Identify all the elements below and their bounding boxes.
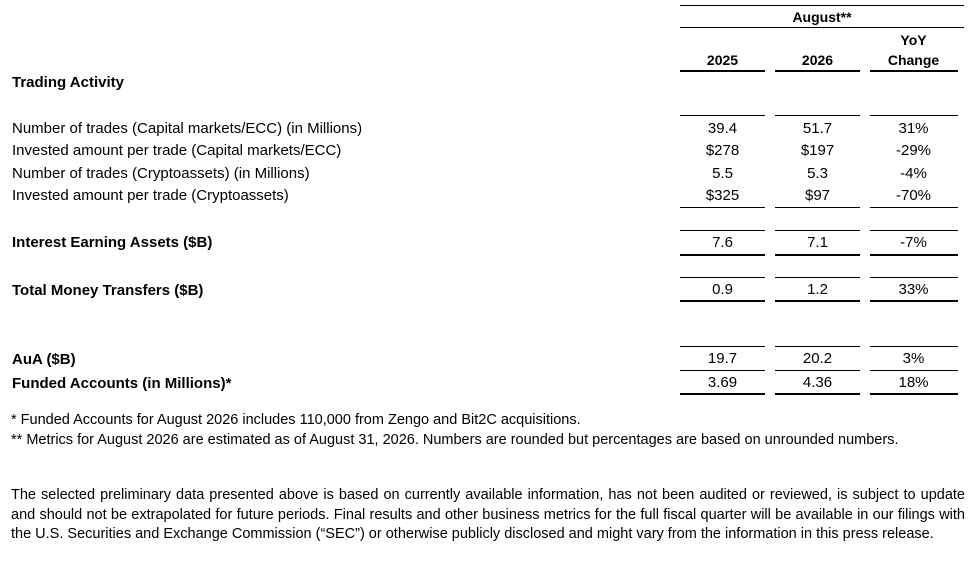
- transfers-bottom-rule-yoy: [870, 300, 958, 302]
- cell-funded-accounts-2026: 4.36: [802, 374, 833, 391]
- cell-trades-capital-markets-2025: 39.4: [707, 120, 738, 137]
- section-title-trading-activity: Trading Activity: [12, 74, 124, 91]
- funded-bottom-rule-yoy: [870, 393, 958, 395]
- funded-bottom-rule-2026: [775, 393, 860, 395]
- transfers-bottom-rule-2025: [680, 300, 765, 302]
- cell-invested-capital-markets-2026: $197: [800, 142, 835, 159]
- row-label-interest-earning-assets: Interest Earning Assets ($B): [12, 234, 213, 251]
- row-label-funded-accounts: Funded Accounts (in Millions)*: [12, 375, 232, 392]
- transfers-bottom-rule-2026: [775, 300, 860, 302]
- trading-block-bottom-rule-2026: [775, 207, 860, 208]
- interest-bottom-rule-2026: [775, 254, 860, 256]
- cell-invested-crypto-2026: $97: [804, 187, 831, 204]
- cell-trades-crypto-2026: 5.3: [807, 165, 828, 182]
- cell-invested-capital-markets-2025: $278: [705, 142, 740, 159]
- column-header-2026: 2026: [801, 52, 834, 68]
- header-top-rule: [680, 5, 964, 6]
- row-label-total-money-transfers: Total Money Transfers ($B): [12, 282, 204, 299]
- cell-interest-earning-assets-yoy: -7%: [900, 234, 927, 251]
- footnote-funded-accounts: * Funded Accounts for August 2026 includes 110,000 from Zengo and Bit2C acquisitions.: [11, 412, 581, 428]
- cell-invested-crypto-2025: $325: [705, 187, 740, 204]
- cell-trades-crypto-2025: 5.5: [712, 165, 733, 182]
- column-header-rule-2025: [680, 70, 765, 72]
- cell-funded-accounts-2025: 3.69: [707, 374, 738, 391]
- cell-aua-2026: 20.2: [802, 350, 833, 367]
- row-label-trades-capital-markets: Number of trades (Capital markets/ECC) (in Millions): [12, 120, 363, 137]
- trading-block-bottom-rule-yoy: [870, 207, 958, 208]
- cell-funded-accounts-yoy: 18%: [898, 374, 929, 391]
- trading-block-top-rule-yoy: [870, 115, 958, 116]
- cell-aua-2025: 19.7: [707, 350, 738, 367]
- row-label-invested-crypto: Invested amount per trade (Cryptoassets): [12, 187, 289, 204]
- interest-bottom-rule-2025: [680, 254, 765, 256]
- transfers-top-rule-yoy: [870, 277, 958, 278]
- disclaimer-paragraph: The selected preliminary data presented above is based on currently available information, has not been audited or reviewed, is subject to update and should not be extrapolated for future periods. Final results and other business metrics for the full fiscal quarter will be available in our filings with the U.S. Securities and Exchange Commission (“SEC”) or otherwise publicly disclosed and might vary from the information in this press release.: [11, 487, 965, 542]
- cell-total-money-transfers-yoy: 33%: [898, 281, 929, 298]
- cell-total-money-transfers-2025: 0.9: [712, 281, 733, 298]
- trading-block-top-rule-2026: [775, 115, 860, 116]
- trading-block-top-rule-2025: [680, 115, 765, 116]
- column-header-rule-yoy: [870, 70, 958, 72]
- funded-bottom-rule-2025: [680, 393, 765, 395]
- transfers-top-rule-2025: [680, 277, 765, 278]
- cell-trades-capital-markets-2026: 51.7: [802, 120, 833, 137]
- cell-total-money-transfers-2026: 1.2: [807, 281, 828, 298]
- cell-invested-capital-markets-yoy: -29%: [895, 142, 932, 159]
- transfers-top-rule-2026: [775, 277, 860, 278]
- cell-interest-earning-assets-2026: 7.1: [807, 234, 828, 251]
- trading-block-bottom-rule-2025: [680, 207, 765, 208]
- aua-bottom-rule-2025: [680, 370, 765, 371]
- cell-invested-crypto-yoy: -70%: [895, 187, 932, 204]
- row-label-aua: AuA ($B): [12, 351, 76, 368]
- column-header-yoy-line2: Change: [887, 52, 940, 68]
- cell-interest-earning-assets-2025: 7.6: [712, 234, 733, 251]
- row-label-trades-crypto: Number of trades (Cryptoassets) (in Millions): [12, 165, 310, 182]
- cell-trades-capital-markets-yoy: 31%: [898, 120, 929, 137]
- column-header-yoy-line1: YoY: [900, 32, 927, 48]
- footnote-metrics-estimate: ** Metrics for August 2026 are estimated as of August 31, 2026. Numbers are rounded but percentages are based on unrounded numbers.: [11, 432, 899, 448]
- aua-top-rule-yoy: [870, 346, 958, 347]
- interest-top-rule-yoy: [870, 230, 958, 231]
- column-header-rule-2026: [775, 70, 860, 72]
- aua-top-rule-2026: [775, 346, 860, 347]
- interest-top-rule-2026: [775, 230, 860, 231]
- column-header-2025: 2025: [706, 52, 739, 68]
- row-label-invested-capital-markets: Invested amount per trade (Capital markets/ECC): [12, 142, 342, 159]
- period-header-rule: [680, 27, 964, 28]
- aua-top-rule-2025: [680, 346, 765, 347]
- period-header: August**: [792, 9, 852, 25]
- interest-bottom-rule-yoy: [870, 254, 958, 256]
- cell-trades-crypto-yoy: -4%: [900, 165, 927, 182]
- interest-top-rule-2025: [680, 230, 765, 231]
- aua-bottom-rule-yoy: [870, 370, 958, 371]
- cell-aua-yoy: 3%: [902, 350, 925, 367]
- aua-bottom-rule-2026: [775, 370, 860, 371]
